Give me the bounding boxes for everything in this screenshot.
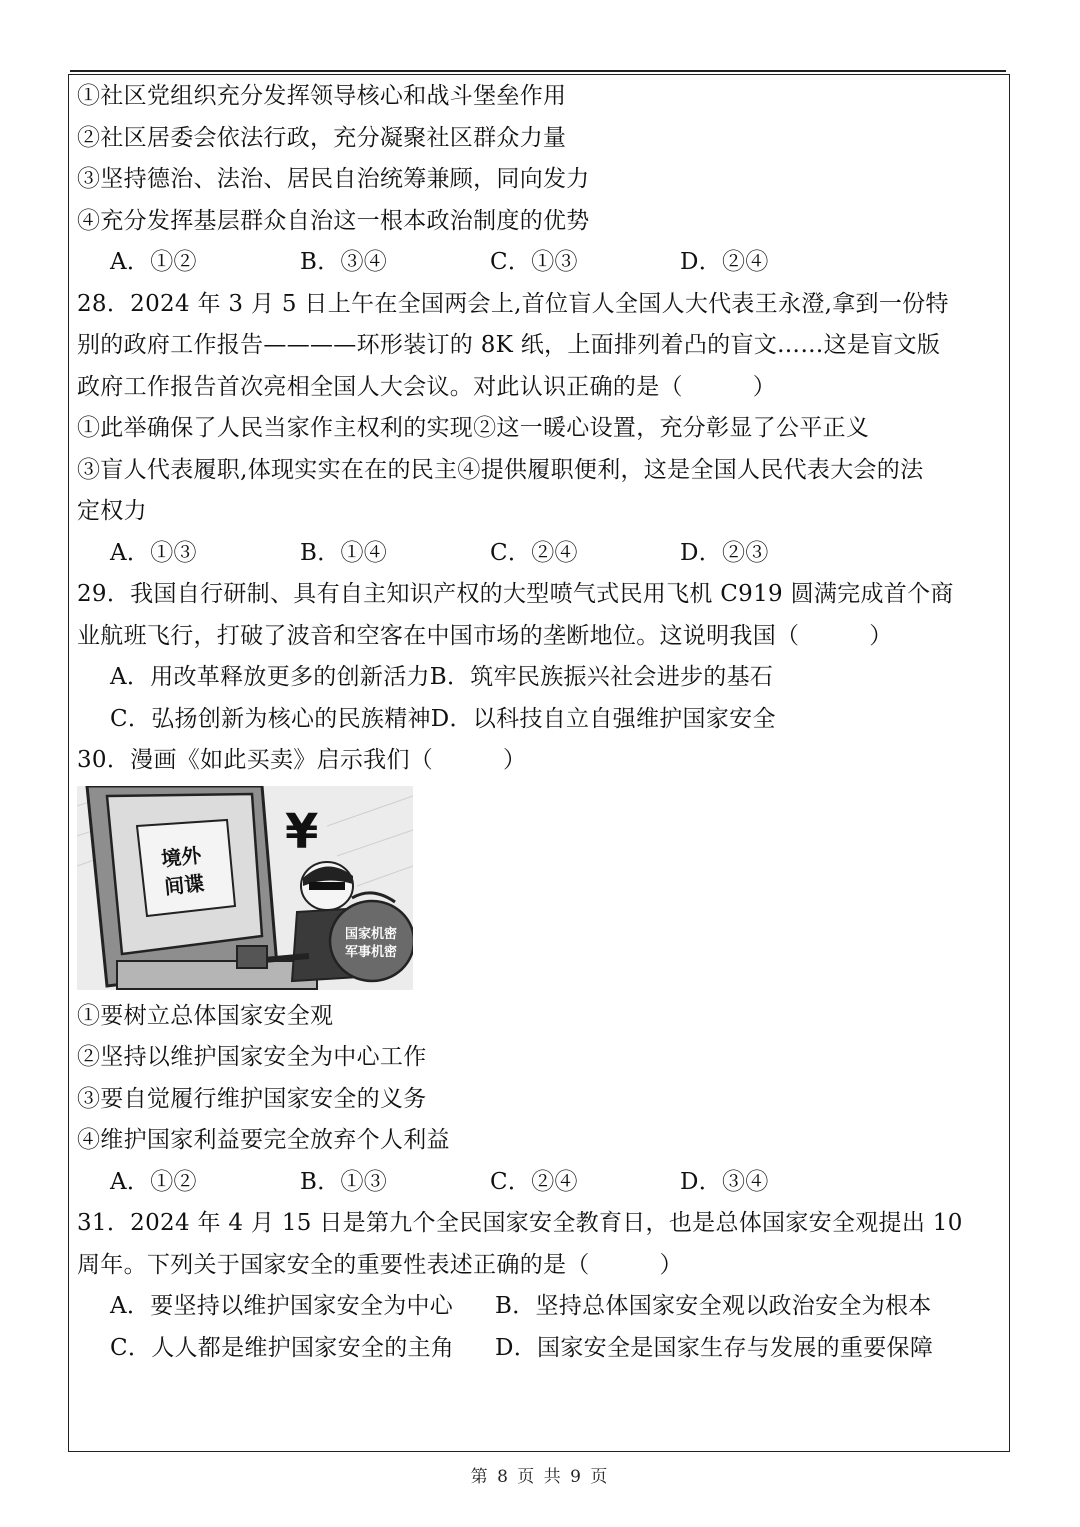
monitor-text-2: 间谍 (163, 870, 206, 899)
bag-text-1: 国家机密 (344, 926, 398, 942)
q30-options (77, 1162, 1002, 1204)
q29-stem-line-1: 29．我国自行研制、具有自主知识产权的大型喷气式民用飞机 C919 圆满完成首个商 (77, 581, 954, 607)
q28-stem-line-3: 政府工作报告首次亮相全国人大会议。对此认识正确的是（ ） (77, 373, 776, 400)
bag-text-2: 军事机密 (344, 944, 398, 960)
q28-option-a: A．①③ (110, 539, 197, 566)
cartoon-image (77, 786, 413, 990)
q31-option-a: A．要坚持以维护国家安全为中心 (110, 1293, 454, 1319)
q29-options-cd: C．弘扬创新为核心的民族精神D．以科技自立自强维护国家安全 (110, 705, 776, 732)
q28-stem-line-2: 别的政府工作报告————环形装订的 8K 纸，上面排列着凸的盲文……这是盲文版 (77, 332, 941, 358)
q29-options-ab: A．用改革释放更多的创新活力B．筑牢民族振兴社会进步的基石 (110, 664, 774, 690)
q27-statement-2: ②社区居委会依法行政，充分凝聚社区群众力量 (77, 124, 567, 151)
q31-stem-line-2: 周年。下列关于国家安全的重要性表述正确的是（ ） (77, 1251, 683, 1278)
q30-option-a: A．①② (110, 1168, 197, 1195)
q28-option-c: C．②④ (490, 539, 578, 566)
q30-stem: 30．漫画《如此买卖》启示我们（ ） (77, 747, 527, 773)
monitor-text-1: 境外 (160, 842, 203, 871)
q31-option-d: D．国家安全是国家生存与发展的重要保障 (495, 1334, 934, 1361)
q28-statement-2: ③盲人代表履职,体现实实在在的民主④提供履职便利，这是全国人民代表大会的法 (77, 456, 924, 483)
q31-options-cd (77, 1328, 1002, 1370)
top-rule (70, 70, 1006, 72)
q27-statement-1: ①社区党组织充分发挥领导核心和战斗堡垒作用 (77, 83, 567, 109)
q27-option-b: B．③④ (300, 249, 388, 275)
q30-option-c: C．②④ (490, 1168, 578, 1195)
q28-stem-line-1: 28．2024 年 3 月 5 日上午在全国两会上,首位盲人全国人大代表王永澄,拿到一份特 (77, 290, 949, 317)
q29-stem-line-2: 业航班飞行，打破了波音和空客在中国市场的垄断地位。这说明我国（ ） (77, 622, 893, 649)
q30-statement-1: ①要树立总体国家安全观 (77, 1002, 334, 1029)
q30-statement-2: ②坚持以维护国家安全为中心工作 (77, 1044, 427, 1070)
page-footer: 第 8 页 共 9 页 (470, 1467, 610, 1487)
q31-stem-line-1: 31．2024 年 4 月 15 日是第九个全民国家安全教育日，也是总体国家安全观提出 10 (77, 1210, 963, 1236)
q27-statement-3: ③坚持德治、法治、居民自治统筹兼顾，同向发力 (77, 166, 590, 192)
q27-statement-4: ④充分发挥基层群众自治这一根本政治制度的优势 (77, 207, 590, 234)
q27-option-a: A．①② (110, 249, 197, 275)
q31-options-ab (77, 1286, 1002, 1328)
q27-option-c: C．①③ (490, 249, 578, 275)
q30-statement-4: ④维护国家利益要完全放弃个人利益 (77, 1127, 450, 1153)
q30-statement-3: ③要自觉履行维护国家安全的义务 (77, 1085, 427, 1112)
q31-option-c: C．人人都是维护国家安全的主角 (110, 1334, 455, 1361)
q31-option-b: B．坚持总体国家安全观以政治安全为根本 (495, 1293, 932, 1319)
q27-options (77, 242, 1002, 284)
q27-option-d: D．②④ (680, 249, 769, 275)
q30-option-b: B．①③ (300, 1168, 388, 1195)
q28-option-d: D．②③ (680, 539, 769, 566)
q28-statement-1: ①此举确保了人民当家作主权利的实现②这一暖心设置，充分彰显了公平正义 (77, 415, 870, 441)
q28-option-b: B．①④ (300, 539, 388, 566)
yen-symbol: ¥ (285, 803, 319, 860)
page-content (77, 76, 1002, 1369)
q28-options (77, 533, 1002, 575)
q30-option-d: D．③④ (680, 1168, 769, 1195)
q28-statement-3: 定权力 (77, 498, 147, 524)
